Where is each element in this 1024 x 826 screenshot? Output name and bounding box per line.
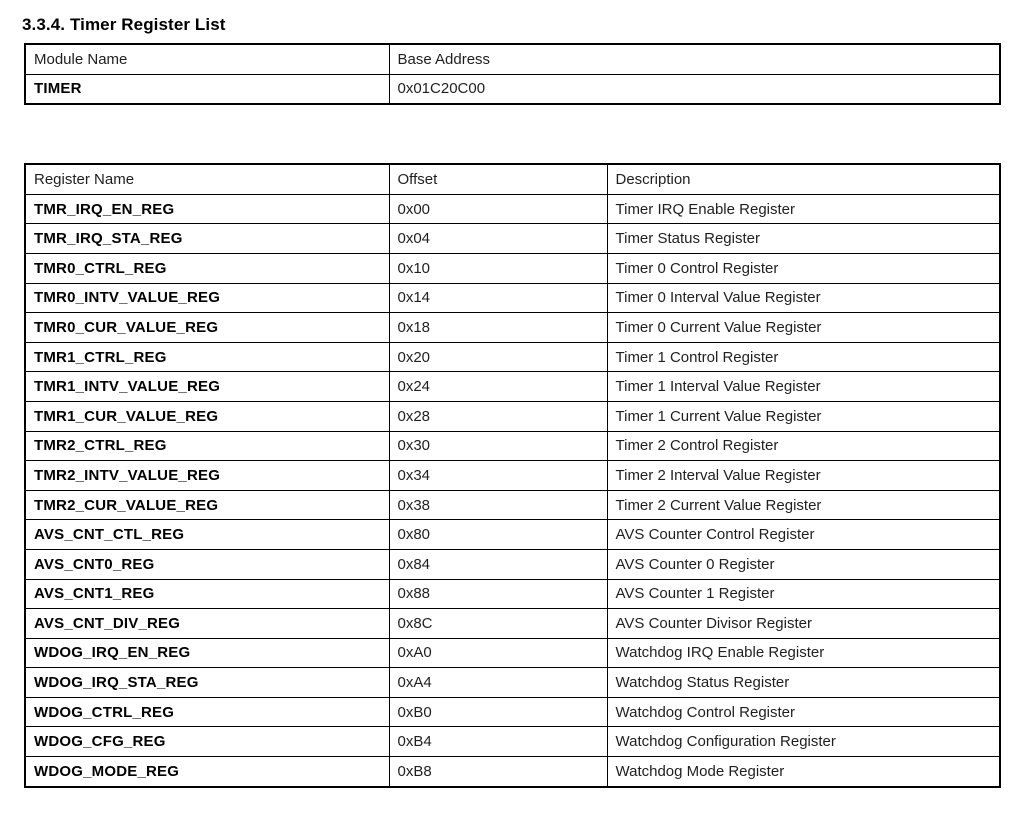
table-row [25,668,1000,698]
description-cell: Watchdog Control Register [607,697,1000,727]
description-cell: Timer 1 Interval Value Register [607,372,1000,402]
register-name-cell: WDOG_IRQ_EN_REG [25,638,389,668]
table-row [25,74,1000,104]
register-name-cell: WDOG_MODE_REG [25,757,389,787]
offset-cell: 0xB4 [389,727,607,757]
description-cell: Timer 2 Interval Value Register [607,461,1000,491]
table-row [25,283,1000,313]
register-name-cell: WDOG_CFG_REG [25,727,389,757]
offset-cell: 0x04 [389,224,607,254]
description-cell: Watchdog Configuration Register [607,727,1000,757]
table-row [25,313,1000,343]
offset-cell: 0xB8 [389,757,607,787]
table-row [25,520,1000,550]
description-cell: Timer Status Register [607,224,1000,254]
description-cell: Timer 1 Control Register [607,342,1000,372]
register-name-cell: TMR1_INTV_VALUE_REG [25,372,389,402]
description-cell: AVS Counter Control Register [607,520,1000,550]
offset-cell: 0x20 [389,342,607,372]
register-name-cell: WDOG_CTRL_REG [25,697,389,727]
offset-header: Offset [389,164,607,194]
module-table-header-row [25,44,1000,74]
register-name-header: Register Name [25,164,389,194]
description-header: Description [607,164,1000,194]
register-name-cell: TMR_IRQ_EN_REG [25,194,389,224]
table-row [25,697,1000,727]
offset-cell: 0x8C [389,609,607,639]
register-name-cell: AVS_CNT1_REG [25,579,389,609]
description-cell: AVS Counter Divisor Register [607,609,1000,639]
offset-cell: 0x34 [389,461,607,491]
register-name-cell: TMR2_CUR_VALUE_REG [25,490,389,520]
table-row [25,461,1000,491]
table-row [25,549,1000,579]
description-cell: Timer 0 Interval Value Register [607,283,1000,313]
module-name-header: Module Name [25,44,389,74]
description-cell: Timer IRQ Enable Register [607,194,1000,224]
register-name-cell: TMR_IRQ_STA_REG [25,224,389,254]
register-name-cell: AVS_CNT_CTL_REG [25,520,389,550]
register-name-cell: AVS_CNT0_REG [25,549,389,579]
description-cell: Watchdog Mode Register [607,757,1000,787]
register-name-cell: TMR1_CTRL_REG [25,342,389,372]
register-name-cell: TMR0_CUR_VALUE_REG [25,313,389,343]
table-row [25,401,1000,431]
description-cell: Timer 0 Current Value Register [607,313,1000,343]
table-row [25,253,1000,283]
table-row [25,757,1000,787]
table-row [25,579,1000,609]
description-cell: Watchdog IRQ Enable Register [607,638,1000,668]
description-cell: Timer 2 Control Register [607,431,1000,461]
offset-cell: 0x84 [389,549,607,579]
offset-cell: 0x30 [389,431,607,461]
offset-cell: 0x14 [389,283,607,313]
description-cell: Timer 0 Control Register [607,253,1000,283]
base-address-cell: 0x01C20C00 [389,74,1000,104]
module-table [24,43,1001,105]
table-row [25,727,1000,757]
offset-cell: 0xA0 [389,638,607,668]
table-row [25,342,1000,372]
table-row [25,431,1000,461]
register-name-cell: AVS_CNT_DIV_REG [25,609,389,639]
table-row [25,638,1000,668]
offset-cell: 0x88 [389,579,607,609]
section-title: 3.3.4. Timer Register List [22,15,226,34]
base-address-header: Base Address [389,44,1000,74]
description-cell: Timer 2 Current Value Register [607,490,1000,520]
register-name-cell: TMR0_CTRL_REG [25,253,389,283]
table-row [25,609,1000,639]
offset-cell: 0x24 [389,372,607,402]
offset-cell: 0x00 [389,194,607,224]
register-name-cell: WDOG_IRQ_STA_REG [25,668,389,698]
offset-cell: 0xA4 [389,668,607,698]
table-row [25,224,1000,254]
offset-cell: 0xB0 [389,697,607,727]
description-cell: AVS Counter 1 Register [607,579,1000,609]
register-table-body [25,194,1000,786]
table-row [25,372,1000,402]
offset-cell: 0x18 [389,313,607,343]
table-row [25,194,1000,224]
offset-cell: 0x28 [389,401,607,431]
offset-cell: 0x38 [389,490,607,520]
register-name-cell: TMR1_CUR_VALUE_REG [25,401,389,431]
description-cell: Timer 1 Current Value Register [607,401,1000,431]
description-cell: AVS Counter 0 Register [607,549,1000,579]
register-table [24,163,1001,787]
table-row [25,490,1000,520]
register-table-header-row [25,164,1000,194]
description-cell: Watchdog Status Register [607,668,1000,698]
offset-cell: 0x10 [389,253,607,283]
offset-cell: 0x80 [389,520,607,550]
register-name-cell: TMR0_INTV_VALUE_REG [25,283,389,313]
register-name-cell: TMR2_INTV_VALUE_REG [25,461,389,491]
module-name-cell: TIMER [25,74,389,104]
register-name-cell: TMR2_CTRL_REG [25,431,389,461]
